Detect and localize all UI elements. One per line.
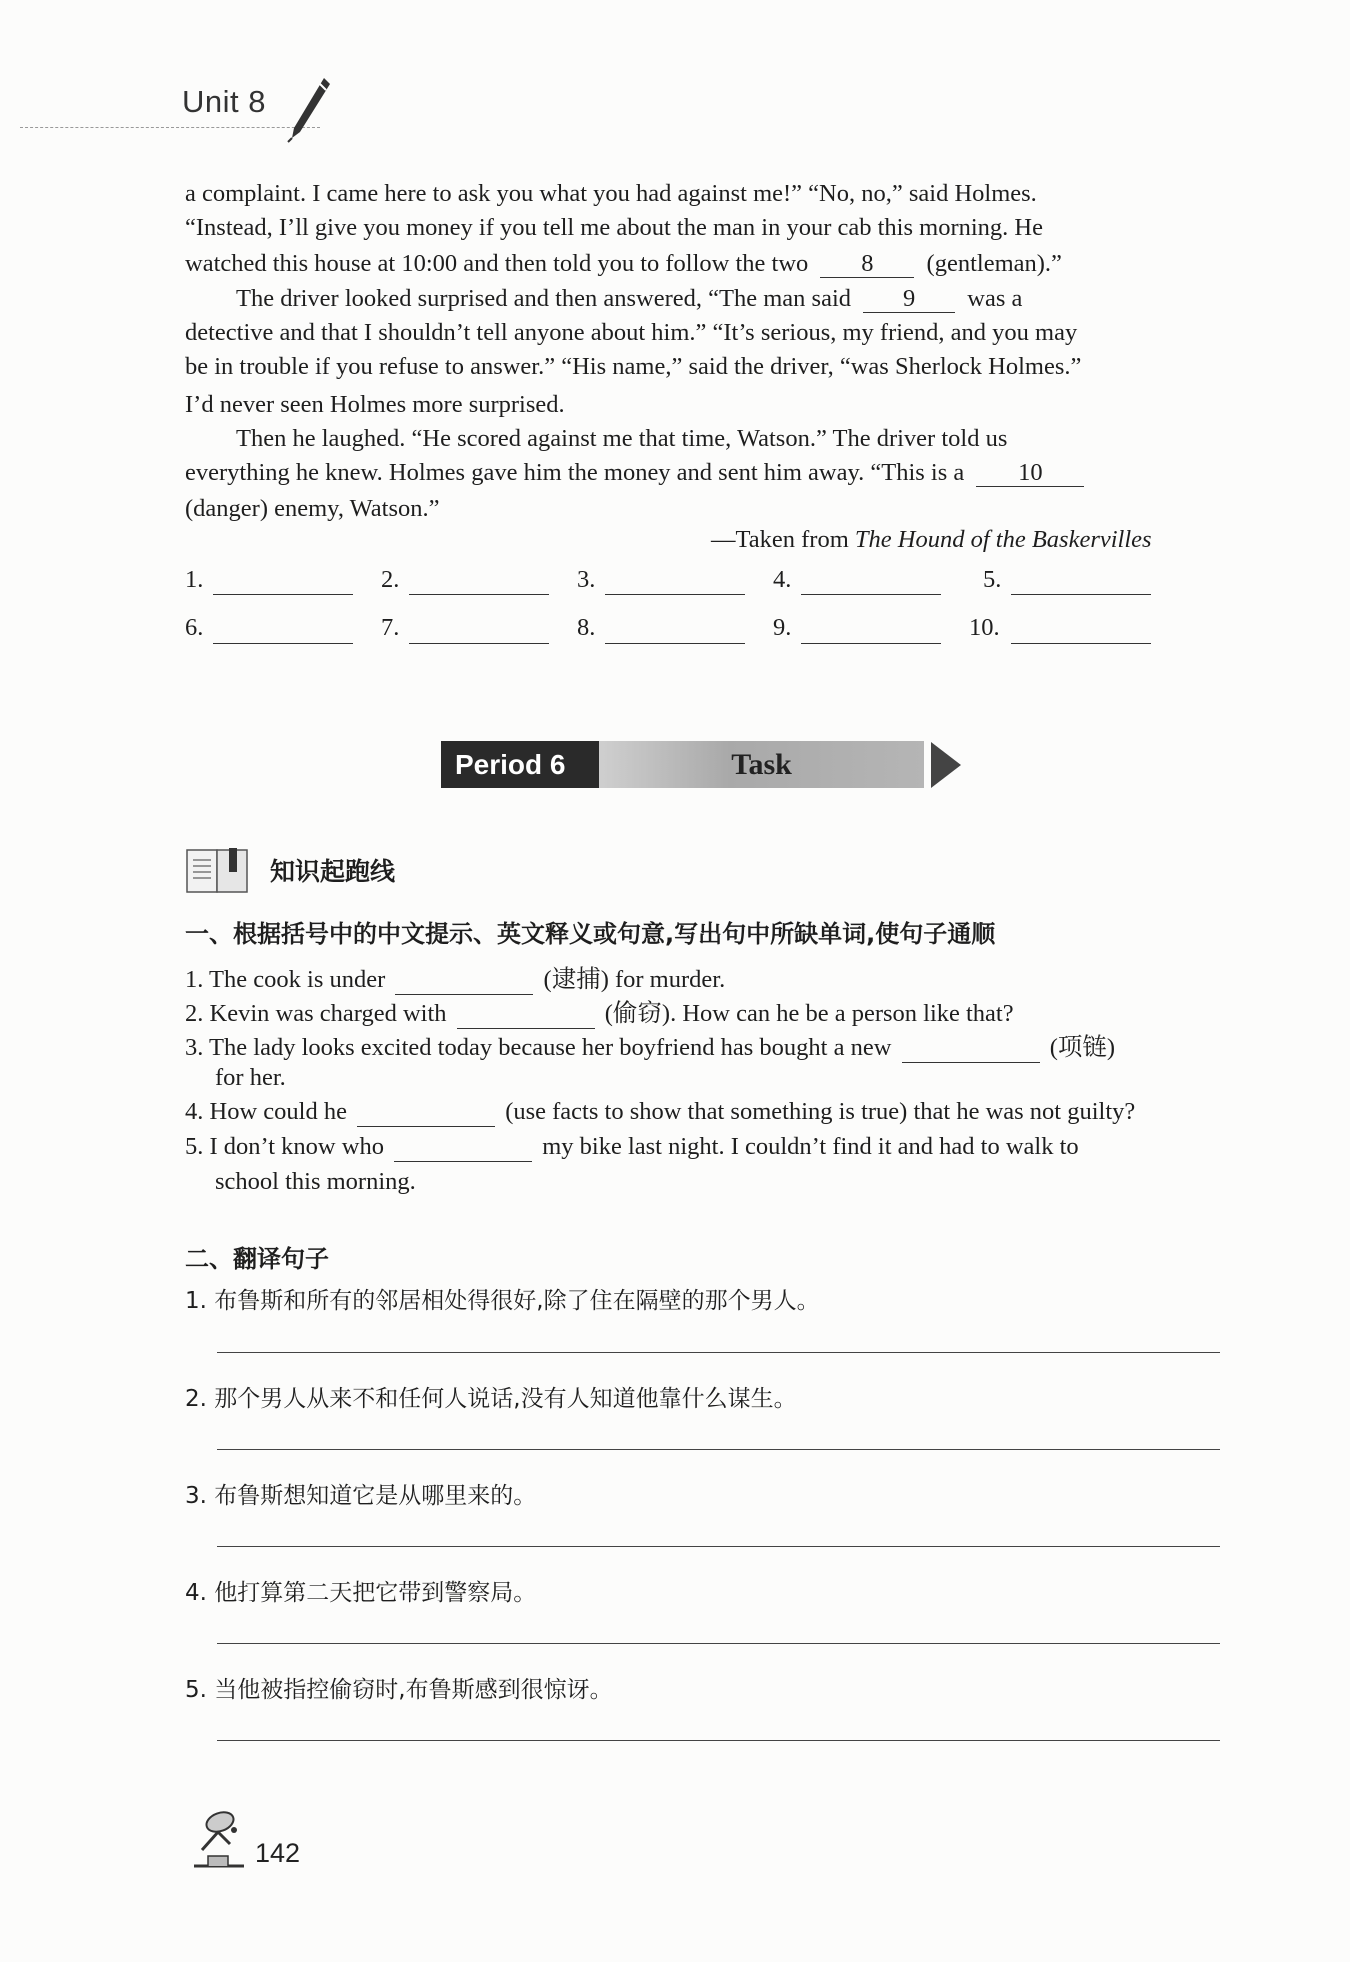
desk-lamp-icon [188, 1808, 250, 1870]
answer-number: 5. [983, 566, 1002, 593]
passage-line: be in trouble if you refuse to answer.” “His name,” said the driver, “was Sherlock Holmes.” [185, 353, 1082, 380]
passage-line [185, 461, 1090, 487]
fill-blank[interactable] [902, 1034, 1040, 1063]
exercise-2 [185, 994, 1014, 1029]
answer-blank[interactable] [409, 594, 549, 595]
answer-blank[interactable] [213, 594, 353, 595]
exercise-4 [185, 1098, 1135, 1127]
passage-text: The driver looked surprised and then answered, “The man said [236, 285, 852, 312]
answer-number: 4. [773, 566, 792, 593]
exercise-text: (use facts to show that something is true) that he was not guilty? [505, 1098, 1136, 1125]
exercise-3 [185, 1028, 1115, 1063]
answer-line[interactable] [217, 1352, 1220, 1353]
passage-line: “Instead, I’ll give you money if you tell me about the man in your cab this morning. He [185, 214, 1043, 241]
answer-blank[interactable] [409, 643, 549, 644]
answer-number: 3. [577, 566, 596, 593]
translation-item: 5. 当他被指控偷窃时,布鲁斯感到很惊讶。 [185, 1677, 613, 1703]
passage-line: (danger) enemy, Watson.” [185, 495, 440, 522]
unit-title: Unit 8 [182, 84, 266, 119]
exercise-text: (逮捕) for murder. [543, 966, 726, 993]
passage-line [185, 252, 1062, 278]
answer-blank[interactable] [801, 643, 941, 644]
answer-blank[interactable] [605, 594, 745, 595]
answer-number: 9. [773, 614, 792, 641]
header-divider [20, 127, 320, 128]
answer-number: 8. [577, 614, 596, 641]
passage-text: everything he knew. Holmes gave him the money and sent him away. “This is a [185, 459, 965, 486]
pen-icon [286, 76, 332, 144]
arrow-right-icon [931, 742, 961, 788]
passage-line: detective and that I shouldn’t tell anyone about him.” “It’s serious, my friend, and you may [185, 319, 1078, 346]
answer-line[interactable] [217, 1740, 1220, 1741]
answer-number: 2. [381, 566, 400, 593]
translation-item: 2. 那个男人从来不和任何人说话,没有人知道他靠什么谋生。 [185, 1386, 797, 1412]
part2-title: 二、翻译句子 [185, 1245, 329, 1273]
page-number: 142 [255, 1838, 301, 1868]
task-label: Task [599, 741, 924, 788]
answer-number: 6. [185, 614, 204, 641]
passage-line: I’d never seen Holmes more surprised. [185, 391, 565, 418]
exercise-text: 2. Kevin was charged with [185, 1000, 447, 1027]
translation-item: 3. 布鲁斯想知道它是从哪里来的。 [185, 1483, 537, 1509]
fill-blank[interactable] [457, 1000, 595, 1029]
answer-number: 7. [381, 614, 400, 641]
fill-blank[interactable] [394, 1133, 532, 1162]
exercise-text: (偷窃). How can he be a person like that? [604, 1000, 1014, 1027]
answer-number: 1. [185, 566, 204, 593]
passage-text: watched this house at 10:00 and then told you to follow the two [185, 250, 809, 277]
answer-number: 10. [969, 614, 1000, 641]
answer-line[interactable] [217, 1546, 1220, 1547]
exercise-text: for her. [215, 1064, 286, 1091]
blank-9: 9 [863, 287, 955, 313]
answer-blank[interactable] [1011, 594, 1151, 595]
passage-line [236, 287, 1022, 313]
source-citation [711, 528, 1152, 553]
answer-line[interactable] [217, 1449, 1220, 1450]
answer-line[interactable] [217, 1643, 1220, 1644]
translation-item: 4. 他打算第二天把它带到警察局。 [185, 1580, 537, 1606]
answer-blank[interactable] [801, 594, 941, 595]
answer-blank[interactable] [1011, 643, 1151, 644]
exercise-text: 5. I don’t know who [185, 1133, 384, 1160]
passage-line: a complaint. I came here to ask you what you had against me!” “No, no,” said Holmes. [185, 180, 1037, 207]
exercise-text: 4. How could he [185, 1098, 347, 1125]
source-title: The Hound of the Baskervilles [854, 526, 1152, 553]
exercise-text: 1. The cook is under [185, 966, 386, 993]
exercise-text: 3. The lady looks excited today because her boyfriend has bought a new [185, 1034, 892, 1061]
section-title: 知识起跑线 [270, 857, 396, 886]
exercise-1 [185, 960, 725, 995]
passage-text: (gentleman).” [926, 250, 1062, 277]
blank-8: 8 [820, 252, 914, 278]
translation-item: 1. 布鲁斯和所有的邻居相处得很好,除了住在隔壁的那个男人。 [185, 1288, 820, 1314]
blank-10: 10 [976, 461, 1084, 487]
period-label: Period 6 [441, 741, 599, 788]
book-icon [185, 846, 251, 896]
exercise-text: my bike last night. I couldn’t find it and had to walk to [542, 1133, 1079, 1160]
fill-blank[interactable] [395, 966, 533, 995]
passage-text: was a [967, 285, 1023, 312]
answer-blank[interactable] [213, 643, 353, 644]
fill-blank[interactable] [357, 1098, 495, 1127]
source-prefix: —Taken from [711, 526, 855, 553]
answer-blank[interactable] [605, 643, 745, 644]
part1-title: 一、根据括号中的中文提示、英文释义或句意,写出句中所缺单词,使句子通顺 [185, 920, 996, 948]
exercise-5 [185, 1133, 1079, 1162]
exercise-text: school this morning. [215, 1168, 416, 1195]
passage-line: Then he laughed. “He scored against me that time, Watson.” The driver told us [236, 425, 1008, 452]
exercise-text: (项链) [1049, 1034, 1116, 1061]
